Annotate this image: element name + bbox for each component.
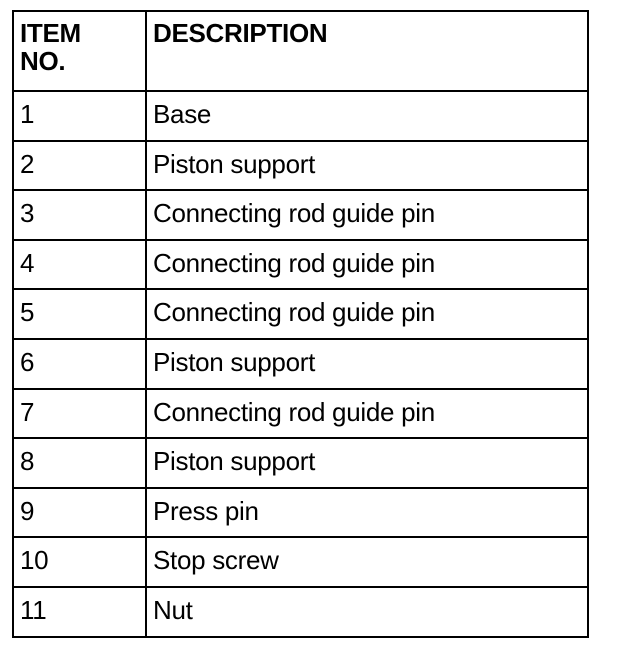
table-row — [13, 389, 588, 439]
description-cell: Connecting rod guide pin — [146, 190, 588, 240]
table-row — [13, 438, 588, 488]
table-row — [13, 488, 588, 538]
description-cell: Connecting rod guide pin — [146, 240, 588, 290]
header-item-no-line2: NO. — [20, 46, 66, 76]
table-row — [13, 537, 588, 587]
item-number-cell: 2 — [13, 141, 146, 191]
table-row — [13, 289, 588, 339]
item-number-cell: 10 — [13, 537, 146, 587]
header-item-no-line1: ITEM — [20, 18, 81, 48]
header-item-no — [13, 11, 146, 91]
item-number-cell: 11 — [13, 587, 146, 637]
table-row — [13, 91, 588, 141]
description-cell: Press pin — [146, 488, 588, 538]
table-row — [13, 587, 588, 637]
item-number-cell: 4 — [13, 240, 146, 290]
description-cell: Nut — [146, 587, 588, 637]
table-row — [13, 190, 588, 240]
table-body — [13, 91, 588, 637]
header-description: DESCRIPTION — [146, 11, 588, 91]
description-cell: Piston support — [146, 438, 588, 488]
description-cell: Stop screw — [146, 537, 588, 587]
description-cell: Piston support — [146, 339, 588, 389]
item-number-cell: 5 — [13, 289, 146, 339]
item-number-cell: 1 — [13, 91, 146, 141]
table-row — [13, 240, 588, 290]
parts-table — [12, 10, 589, 638]
header-row — [13, 11, 588, 91]
description-cell: Base — [146, 91, 588, 141]
table-row — [13, 141, 588, 191]
item-number-cell: 8 — [13, 438, 146, 488]
description-cell: Connecting rod guide pin — [146, 289, 588, 339]
item-number-cell: 3 — [13, 190, 146, 240]
item-number-cell: 7 — [13, 389, 146, 439]
description-cell: Connecting rod guide pin — [146, 389, 588, 439]
table-row — [13, 339, 588, 389]
item-number-cell: 9 — [13, 488, 146, 538]
table-header — [13, 11, 588, 91]
item-number-cell: 6 — [13, 339, 146, 389]
description-cell: Piston support — [146, 141, 588, 191]
